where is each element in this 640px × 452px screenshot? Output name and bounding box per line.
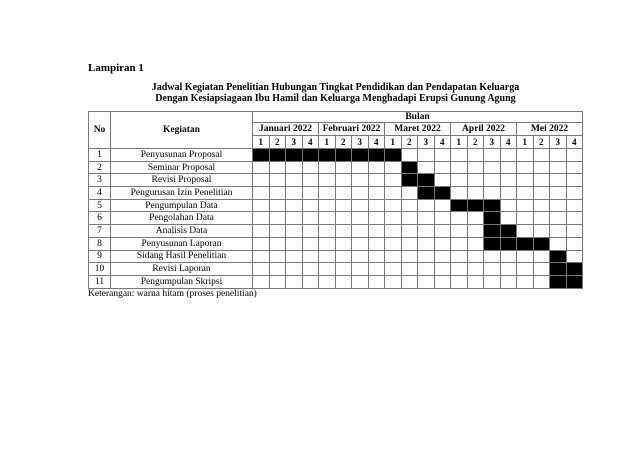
week-cell (451, 161, 468, 174)
month-header-3: Maret 2022 (385, 123, 451, 136)
week-cell (253, 275, 270, 288)
week-cell (451, 149, 468, 162)
week-number-header: 2 (335, 136, 352, 149)
week-cell (451, 237, 468, 250)
week-cell (352, 237, 369, 250)
week-number-header: 2 (533, 136, 550, 149)
week-cell (286, 199, 303, 212)
week-cell (253, 174, 270, 187)
week-cell (286, 149, 303, 162)
week-cell (434, 212, 451, 225)
week-cell (418, 187, 435, 200)
week-cell (550, 275, 567, 288)
week-cell (484, 187, 501, 200)
week-cell (566, 263, 583, 276)
activity-row-8 (89, 237, 583, 250)
week-cell (550, 225, 567, 238)
week-cell (253, 199, 270, 212)
week-cell (500, 199, 517, 212)
week-cell (352, 275, 369, 288)
title-line-2: Dengan Kesiapsiagaan Ibu Hamil dan Keluarga Menghadapi Erupsi Gunung Agung (155, 93, 516, 104)
week-cell (368, 212, 385, 225)
week-cell (484, 225, 501, 238)
week-cell (286, 250, 303, 263)
week-cell (566, 250, 583, 263)
week-cell (385, 275, 402, 288)
week-cell (418, 263, 435, 276)
week-cell (467, 199, 484, 212)
week-cell (253, 149, 270, 162)
row-number: 5 (89, 199, 111, 212)
week-cell (451, 199, 468, 212)
row-number: 9 (89, 250, 111, 263)
week-cell (566, 237, 583, 250)
week-cell (500, 187, 517, 200)
week-cell (368, 275, 385, 288)
week-cell (418, 250, 435, 263)
week-cell (253, 250, 270, 263)
week-cell (434, 187, 451, 200)
header-row-bulan (89, 112, 583, 123)
week-cell (500, 225, 517, 238)
week-cell (533, 187, 550, 200)
week-number-header: 3 (484, 136, 501, 149)
week-cell (467, 263, 484, 276)
week-cell (286, 212, 303, 225)
activity-name: Penyusunan Proposal (111, 149, 253, 162)
row-number: 2 (89, 161, 111, 174)
week-cell (401, 161, 418, 174)
week-cell (517, 199, 534, 212)
week-number-header: 2 (467, 136, 484, 149)
week-cell (286, 275, 303, 288)
column-header-kegiatan: Kegiatan (111, 112, 253, 149)
month-header-1: Januari 2022 (253, 123, 319, 136)
title-line-1: Jadwal Kegiatan Penelitian Hubungan Tingkat Pendidikan dan Pendapatan Keluarga (151, 82, 520, 93)
week-cell (533, 161, 550, 174)
week-cell (533, 174, 550, 187)
week-cell (434, 199, 451, 212)
week-cell (434, 161, 451, 174)
week-cell (286, 237, 303, 250)
week-cell (286, 263, 303, 276)
week-cell (401, 275, 418, 288)
week-cell (335, 263, 352, 276)
week-cell (302, 225, 319, 238)
week-cell (500, 250, 517, 263)
week-cell (434, 237, 451, 250)
week-number-header: 1 (253, 136, 270, 149)
week-cell (302, 149, 319, 162)
week-cell (269, 161, 286, 174)
week-cell (368, 187, 385, 200)
week-cell (566, 161, 583, 174)
week-cell (319, 250, 336, 263)
week-cell (500, 237, 517, 250)
week-cell (418, 212, 435, 225)
week-cell (451, 174, 468, 187)
week-cell (368, 263, 385, 276)
schedule-table (88, 111, 583, 289)
week-cell (566, 149, 583, 162)
activity-name: Sidang Hasil Penelitian (111, 250, 253, 263)
week-cell (484, 174, 501, 187)
week-cell (418, 199, 435, 212)
week-cell (302, 212, 319, 225)
week-cell (533, 263, 550, 276)
activity-row-11 (89, 275, 583, 288)
week-cell (517, 275, 534, 288)
activity-row-9 (89, 250, 583, 263)
week-cell (352, 187, 369, 200)
activity-name: Revisi Proposal (111, 174, 253, 187)
week-cell (302, 187, 319, 200)
week-cell (533, 275, 550, 288)
week-cell (401, 149, 418, 162)
week-cell (269, 225, 286, 238)
week-cell (253, 161, 270, 174)
week-cell (517, 187, 534, 200)
week-cell (302, 174, 319, 187)
week-cell (401, 199, 418, 212)
week-cell (484, 237, 501, 250)
activity-row-6 (89, 212, 583, 225)
week-cell (467, 250, 484, 263)
week-cell (385, 237, 402, 250)
week-cell (269, 212, 286, 225)
week-number-header: 3 (286, 136, 303, 149)
week-cell (335, 161, 352, 174)
week-cell (286, 161, 303, 174)
week-cell (533, 250, 550, 263)
week-cell (335, 187, 352, 200)
row-number: 4 (89, 187, 111, 200)
week-cell (286, 174, 303, 187)
week-cell (550, 263, 567, 276)
week-cell (484, 212, 501, 225)
week-cell (550, 212, 567, 225)
week-cell (500, 149, 517, 162)
week-cell (418, 149, 435, 162)
week-cell (352, 161, 369, 174)
activity-row-1 (89, 149, 583, 162)
week-cell (418, 161, 435, 174)
week-cell (385, 212, 402, 225)
week-cell (302, 199, 319, 212)
week-cell (434, 225, 451, 238)
activity-row-10 (89, 263, 583, 276)
week-cell (550, 161, 567, 174)
week-cell (302, 263, 319, 276)
week-cell (253, 237, 270, 250)
week-cell (385, 199, 402, 212)
week-cell (517, 161, 534, 174)
row-number: 7 (89, 225, 111, 238)
week-cell (467, 149, 484, 162)
week-cell (566, 275, 583, 288)
week-cell (550, 199, 567, 212)
week-cell (517, 250, 534, 263)
column-header-bulan: Bulan (253, 112, 583, 123)
week-cell (319, 225, 336, 238)
activity-row-3 (89, 174, 583, 187)
lampiran-label: Lampiran 1 (88, 62, 144, 74)
week-cell (385, 250, 402, 263)
week-cell (269, 263, 286, 276)
week-number-header: 4 (368, 136, 385, 149)
week-cell (484, 275, 501, 288)
week-cell (385, 174, 402, 187)
row-number: 1 (89, 149, 111, 162)
week-number-header: 1 (319, 136, 336, 149)
week-cell (302, 237, 319, 250)
week-cell (368, 237, 385, 250)
week-cell (500, 275, 517, 288)
week-cell (484, 149, 501, 162)
week-cell (434, 149, 451, 162)
activity-name: Pengumpulan Skripsi (111, 275, 253, 288)
week-cell (401, 174, 418, 187)
week-cell (368, 174, 385, 187)
week-cell (368, 161, 385, 174)
week-cell (401, 263, 418, 276)
week-cell (451, 275, 468, 288)
week-number-header: 1 (517, 136, 534, 149)
week-cell (517, 149, 534, 162)
week-cell (434, 263, 451, 276)
week-cell (566, 174, 583, 187)
week-cell (418, 237, 435, 250)
week-cell (418, 225, 435, 238)
week-cell (319, 237, 336, 250)
week-cell (451, 187, 468, 200)
row-number: 11 (89, 275, 111, 288)
week-cell (533, 199, 550, 212)
week-number-header: 3 (550, 136, 567, 149)
week-cell (533, 149, 550, 162)
document-title (88, 82, 583, 104)
column-header-no: No (89, 112, 111, 149)
week-cell (368, 199, 385, 212)
week-cell (385, 161, 402, 174)
week-number-header: 4 (566, 136, 583, 149)
week-cell (319, 212, 336, 225)
week-cell (566, 212, 583, 225)
week-cell (319, 174, 336, 187)
table-header (89, 112, 583, 149)
week-cell (467, 275, 484, 288)
week-cell (401, 187, 418, 200)
week-number-header: 4 (302, 136, 319, 149)
week-cell (467, 225, 484, 238)
week-cell (467, 161, 484, 174)
week-cell (467, 237, 484, 250)
week-number-header: 2 (401, 136, 418, 149)
week-cell (286, 225, 303, 238)
week-cell (500, 161, 517, 174)
week-cell (253, 263, 270, 276)
week-cell (566, 199, 583, 212)
week-cell (335, 212, 352, 225)
week-cell (319, 187, 336, 200)
week-cell (352, 149, 369, 162)
week-cell (269, 149, 286, 162)
week-cell (352, 225, 369, 238)
week-cell (533, 237, 550, 250)
week-cell (368, 149, 385, 162)
week-cell (550, 149, 567, 162)
week-cell (385, 187, 402, 200)
week-cell (517, 225, 534, 238)
week-cell (401, 250, 418, 263)
week-cell (467, 174, 484, 187)
week-cell (517, 237, 534, 250)
row-number: 8 (89, 237, 111, 250)
legend-note: Keterangan: warna hitam (proses penelitian) (88, 289, 257, 299)
activity-name: Seminar Proposal (111, 161, 253, 174)
month-header-2: Februari 2022 (319, 123, 385, 136)
week-cell (319, 149, 336, 162)
week-cell (335, 237, 352, 250)
activity-name: Penyusunan Laporan (111, 237, 253, 250)
week-cell (533, 225, 550, 238)
activity-name: Analisis Data (111, 225, 253, 238)
week-cell (566, 225, 583, 238)
week-cell (451, 250, 468, 263)
week-cell (517, 174, 534, 187)
week-cell (335, 199, 352, 212)
week-cell (368, 225, 385, 238)
week-cell (335, 149, 352, 162)
week-cell (269, 187, 286, 200)
week-cell (566, 187, 583, 200)
week-cell (385, 263, 402, 276)
week-cell (434, 174, 451, 187)
week-cell (335, 225, 352, 238)
week-cell (302, 275, 319, 288)
month-header-4: April 2022 (451, 123, 517, 136)
week-cell (286, 187, 303, 200)
row-number: 10 (89, 263, 111, 276)
week-cell (418, 174, 435, 187)
week-cell (467, 212, 484, 225)
week-cell (319, 275, 336, 288)
week-cell (335, 250, 352, 263)
activity-name: Pengolahan Data (111, 212, 253, 225)
week-cell (500, 174, 517, 187)
week-cell (319, 263, 336, 276)
week-number-header: 1 (451, 136, 468, 149)
week-cell (302, 250, 319, 263)
week-cell (352, 212, 369, 225)
activity-row-5 (89, 199, 583, 212)
week-cell (253, 212, 270, 225)
week-cell (451, 263, 468, 276)
week-cell (335, 174, 352, 187)
row-number: 6 (89, 212, 111, 225)
week-cell (401, 212, 418, 225)
activity-name: Revisi Laporan (111, 263, 253, 276)
week-cell (253, 225, 270, 238)
week-cell (434, 275, 451, 288)
week-cell (517, 263, 534, 276)
week-cell (550, 187, 567, 200)
week-cell (319, 199, 336, 212)
week-cell (550, 250, 567, 263)
week-cell (269, 237, 286, 250)
week-cell (385, 225, 402, 238)
week-number-header: 4 (434, 136, 451, 149)
week-cell (269, 250, 286, 263)
week-cell (368, 250, 385, 263)
week-number-header: 2 (269, 136, 286, 149)
activity-name: Pengumpulan Data (111, 199, 253, 212)
activity-row-4 (89, 187, 583, 200)
week-cell (253, 187, 270, 200)
week-cell (484, 161, 501, 174)
week-cell (484, 199, 501, 212)
week-cell (269, 199, 286, 212)
week-number-header: 3 (352, 136, 369, 149)
week-cell (517, 212, 534, 225)
week-cell (484, 263, 501, 276)
week-cell (302, 161, 319, 174)
month-header-5: Mei 2022 (517, 123, 583, 136)
week-number-header: 4 (500, 136, 517, 149)
week-cell (385, 149, 402, 162)
week-cell (319, 161, 336, 174)
table-body (89, 149, 583, 289)
activity-name: Pengurusan Izin Penelitian (111, 187, 253, 200)
week-cell (401, 237, 418, 250)
week-cell (352, 263, 369, 276)
week-cell (550, 237, 567, 250)
week-cell (335, 275, 352, 288)
week-cell (352, 250, 369, 263)
week-cell (401, 225, 418, 238)
row-number: 3 (89, 174, 111, 187)
week-number-header: 3 (418, 136, 435, 149)
week-cell (533, 212, 550, 225)
week-cell (269, 275, 286, 288)
week-cell (418, 275, 435, 288)
week-cell (500, 212, 517, 225)
activity-row-2 (89, 161, 583, 174)
week-number-header: 1 (385, 136, 402, 149)
week-cell (451, 225, 468, 238)
week-cell (352, 199, 369, 212)
activity-row-7 (89, 225, 583, 238)
week-cell (467, 187, 484, 200)
week-cell (269, 174, 286, 187)
week-cell (484, 250, 501, 263)
week-cell (451, 212, 468, 225)
week-cell (500, 263, 517, 276)
week-cell (550, 174, 567, 187)
week-cell (434, 250, 451, 263)
week-cell (352, 174, 369, 187)
